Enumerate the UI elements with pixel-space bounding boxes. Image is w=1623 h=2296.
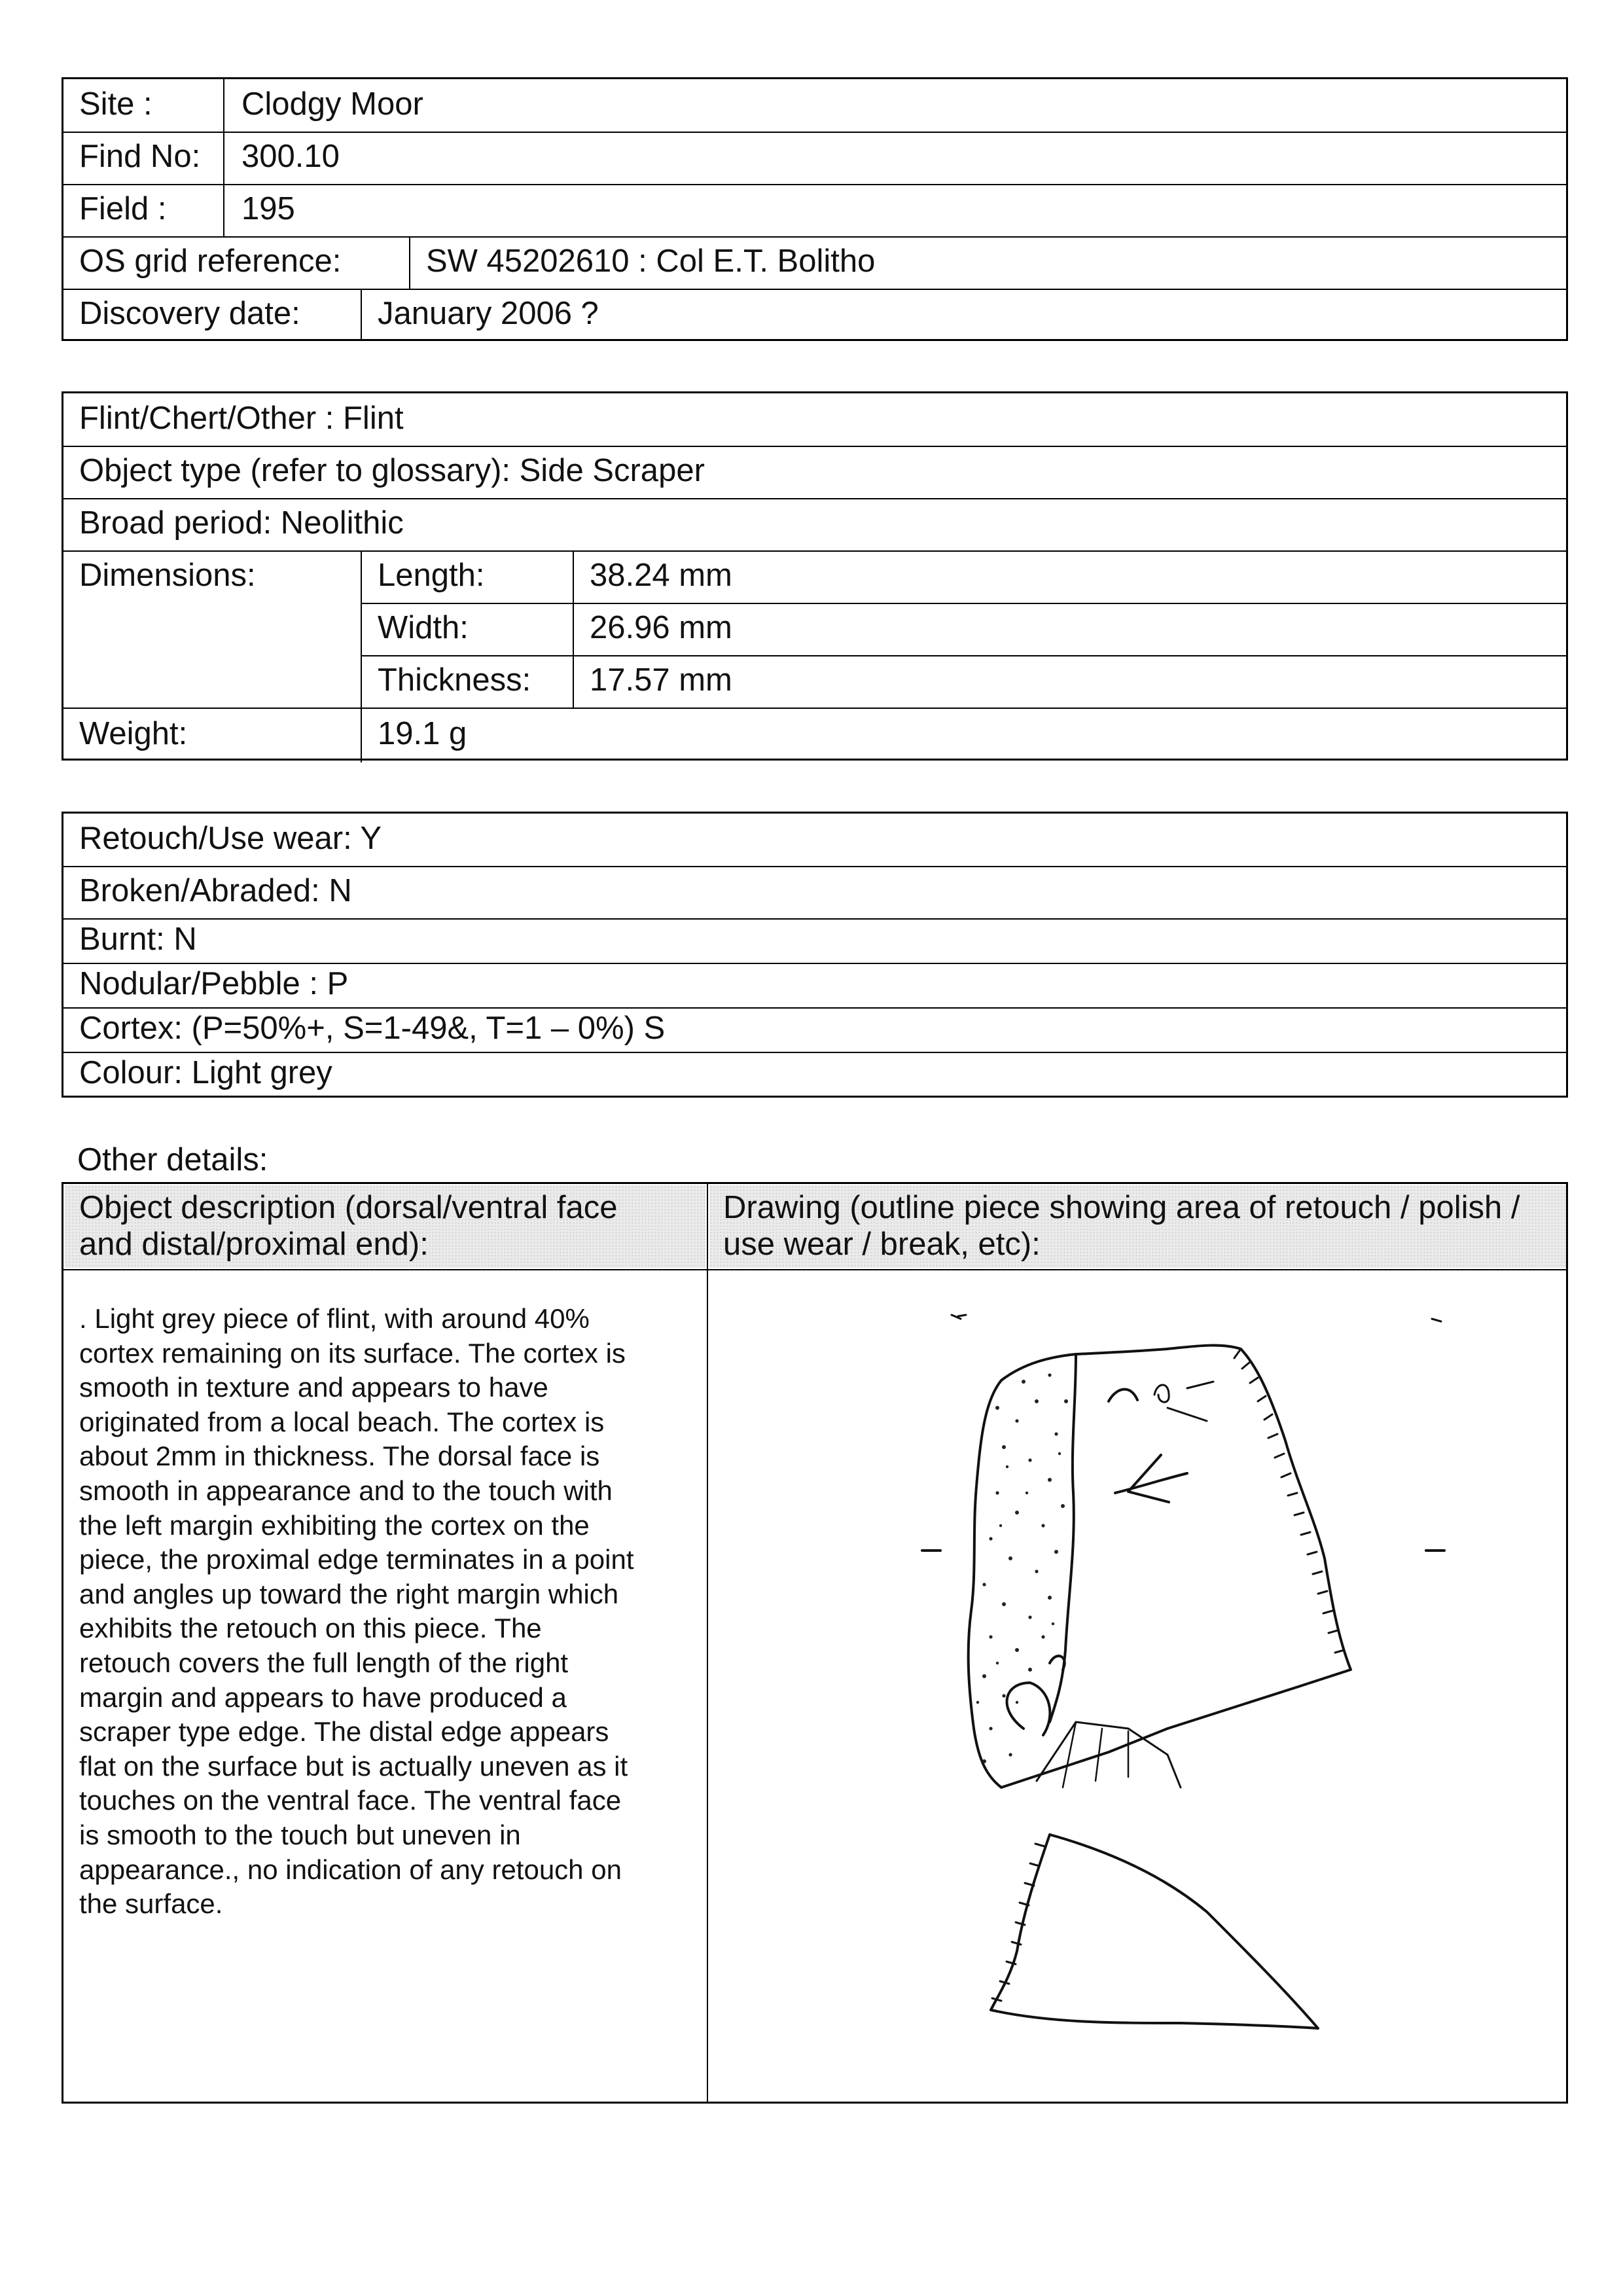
thickness-value: 17.57 mm — [590, 662, 732, 698]
drawing-header: Drawing (outline piece showing area of retouch / polish / use wear / break, etc): — [723, 1190, 1520, 1262]
nodular-line: Nodular/Pebble : P — [79, 966, 349, 1001]
discovery-date-label: Discovery date: — [79, 296, 300, 331]
retouch-line: Retouch/Use wear: Y — [79, 821, 382, 856]
object-type-line: Object type (refer to glossary): Side Scraper — [79, 453, 705, 488]
site-value: Clodgy Moor — [241, 86, 423, 122]
find-no-value: 300.10 — [241, 139, 340, 174]
width-value: 26.96 mm — [590, 610, 732, 645]
broad-period-line: Broad period: Neolithic — [79, 505, 404, 541]
colour-line: Colour: Light grey — [79, 1055, 332, 1090]
ventral-outline — [991, 1835, 1318, 2028]
os-grid-label: OS grid reference: — [79, 243, 342, 279]
weight-value: 19.1 g — [378, 716, 467, 751]
other-details-table — [62, 1182, 1568, 2104]
site-table — [62, 77, 1568, 341]
discovery-date-value: January 2006 ? — [378, 296, 599, 331]
description-header: Object description (dorsal/ventral face and distal/proximal end): — [79, 1190, 618, 1262]
material-line: Flint/Chert/Other : Flint — [79, 401, 404, 436]
field-value: 195 — [241, 191, 295, 226]
other-details-heading: Other details: — [77, 1142, 268, 1177]
dimensions-label: Dimensions: — [79, 558, 256, 593]
os-grid-value: SW 45202610 : Col E.T. Bolitho — [426, 243, 876, 279]
object-table — [62, 391, 1568, 761]
find-no-label: Find No: — [79, 139, 201, 174]
dorsal-outline — [969, 1346, 1351, 1787]
cortex-line: Cortex: (P=50%+, S=1-49&, T=1 – 0%) S — [79, 1011, 666, 1046]
length-label: Length: — [378, 558, 485, 593]
weight-label: Weight: — [79, 716, 188, 751]
site-label: Site : — [79, 86, 152, 122]
length-value: 38.24 mm — [590, 558, 732, 593]
thickness-label: Thickness: — [378, 662, 531, 698]
condition-table — [62, 812, 1568, 1098]
field-label: Field : — [79, 191, 167, 226]
width-label: Width: — [378, 610, 469, 645]
broken-line: Broken/Abraded: N — [79, 873, 352, 908]
burnt-line: Burnt: N — [79, 922, 197, 957]
flint-drawing — [709, 1270, 1566, 2102]
description-text: . Light grey piece of flint, with around 40% cortex remaining on its surface. The cortex is smooth in texture and appears to have originated from a local beach. The cortex is about 2mm in thickness. The dorsal face is smooth in appearance and to the touch with the left margin exhibiting the cortex on the piece, the proximal edge terminates in a point and angles up toward the right margin which exhibits the retouch on this piece. The retouch covers the full length of the right margin and appears to have produced a scraper type edge. The distal edge appears flat on the surface but is actually uneven as it touches on the ventral face. The ventral face is smooth to the touch but uneven in appearance., no indication of any retouch on the surface. — [79, 1303, 634, 1920]
